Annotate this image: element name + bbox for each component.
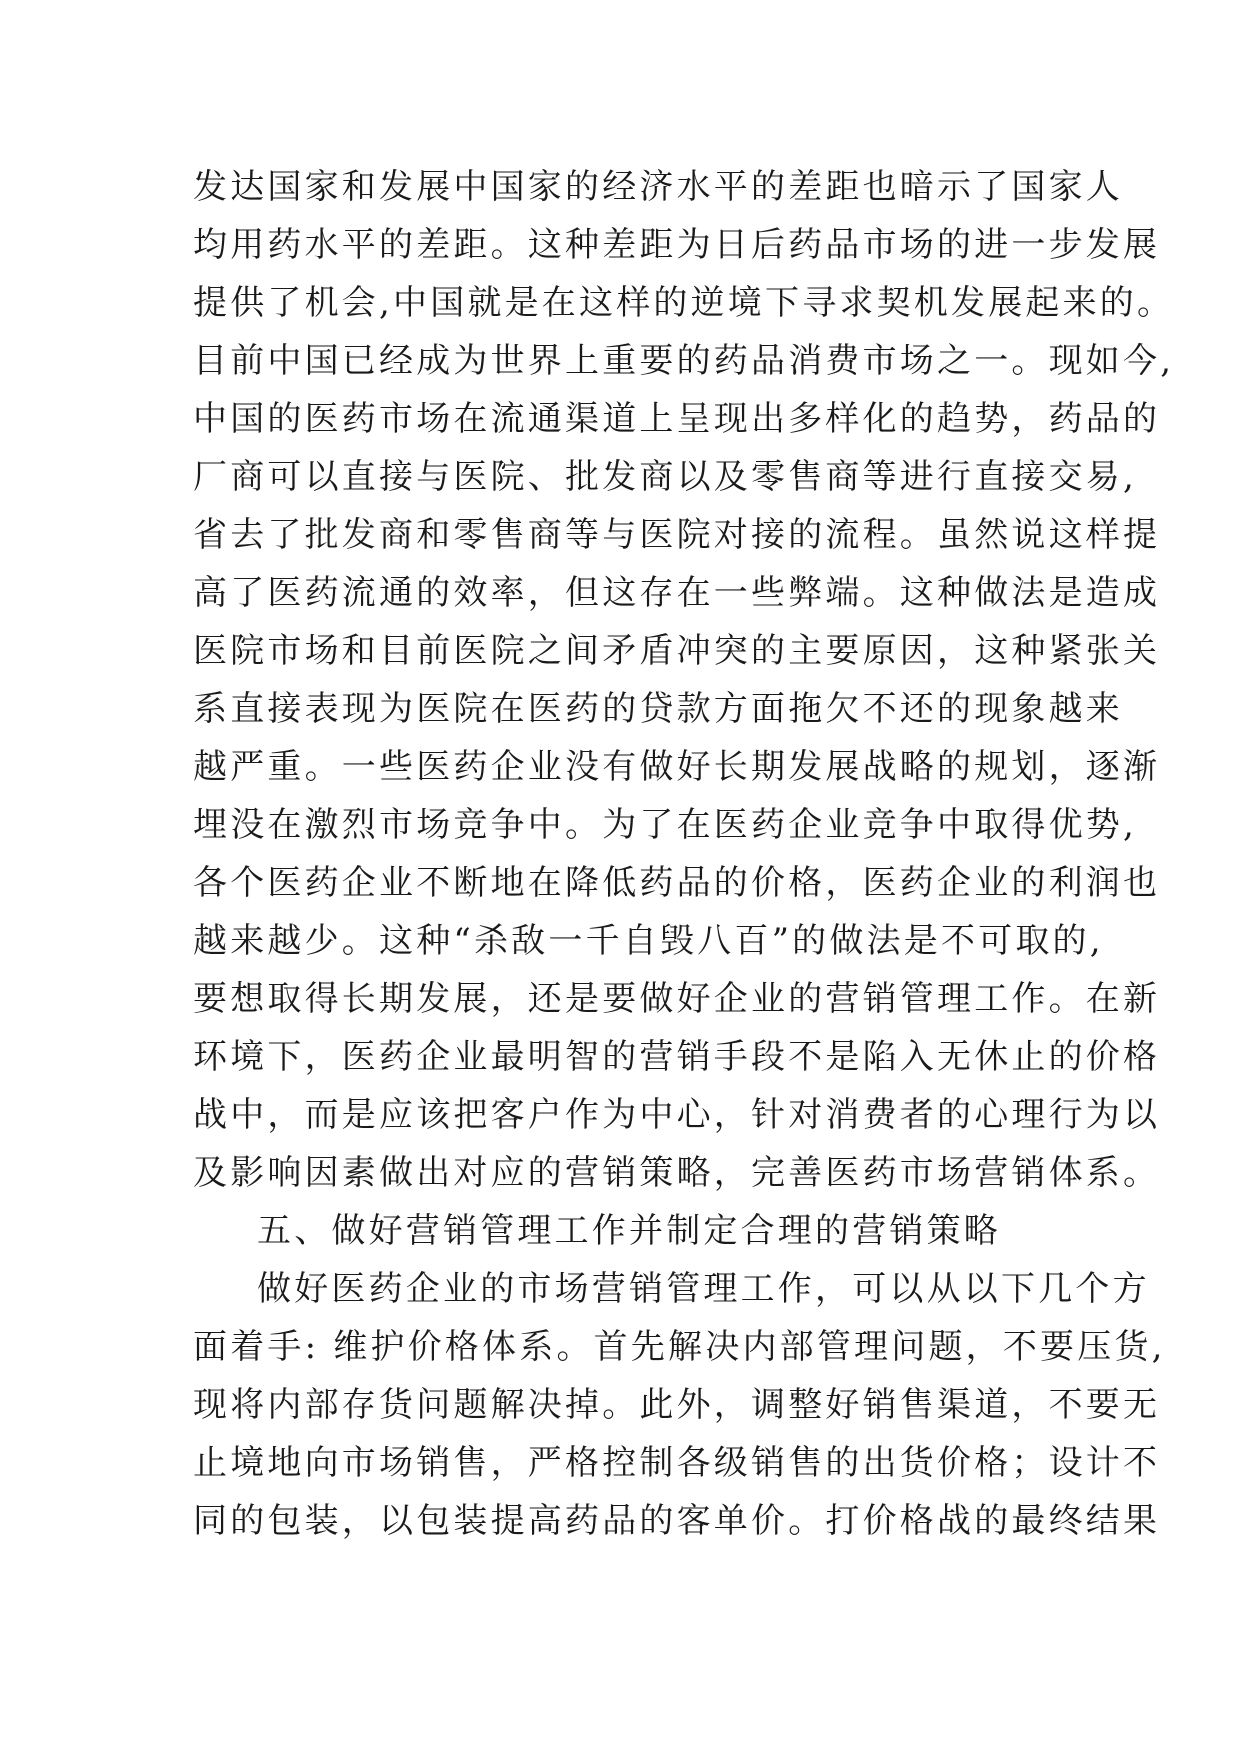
text-line: 发达国家和发展中国家的经济水平的差距也暗示了国家人 — [193, 167, 1123, 207]
text-line: 各个医药企业不断地在降低药品的价格，医药企业的利润也 — [193, 863, 1161, 903]
section-heading: 五、做好营销管理工作并制定合理的营销策略 — [257, 1211, 1001, 1251]
text-line: 省去了批发商和零售商等与医院对接的流程。虽然说这样提 — [193, 515, 1161, 555]
text-line: 现将内部存货问题解决掉。此外，调整好销售渠道，不要无 — [193, 1385, 1161, 1425]
text-line: 提供了机会,中国就是在这样的逆境下寻求契机发展起来的。 — [193, 283, 1175, 323]
text-line: 战中，而是应该把客户作为中心，针对消费者的心理行为以 — [193, 1095, 1161, 1135]
text-line: 系直接表现为医院在医药的贷款方面拖欠不还的现象越来 — [193, 689, 1123, 729]
text-line: 中国的医药市场在流通渠道上呈现出多样化的趋势，药品的 — [193, 399, 1161, 439]
text-line: 医院市场和目前医院之间矛盾冲突的主要原因，这种紧张关 — [193, 631, 1161, 671]
text-line: 面着手: 维护价格体系。首先解决内部管理问题，不要压货, — [193, 1327, 1166, 1367]
text-line: 环境下，医药企业最明智的营销手段不是陷入无休止的价格 — [193, 1037, 1161, 1077]
text-line: 埋没在激烈市场竞争中。为了在医药企业竞争中取得优势, — [193, 805, 1138, 845]
text-line: 做好医药企业的市场营销管理工作，可以从以下几个方 — [257, 1269, 1150, 1309]
text-line: 目前中国已经成为世界上重要的药品消费市场之一。现如今, — [193, 341, 1175, 381]
text-line: 高了医药流通的效率，但这存在一些弊端。这种做法是造成 — [193, 573, 1161, 613]
text-line: 均用药水平的差距。这种差距为日后药品市场的进一步发展 — [193, 225, 1161, 265]
text-line: 越严重。一些医药企业没有做好长期发展战略的规划，逐渐 — [193, 747, 1161, 787]
text-line: 要想取得长期发展，还是要做好企业的营销管理工作。在新 — [193, 979, 1161, 1019]
text-line: 越来越少。这种“杀敌一千自毁八百”的做法是不可取的, — [193, 921, 1104, 961]
text-line: 及影响因素做出对应的营销策略，完善医药市场营销体系。 — [193, 1153, 1161, 1193]
text-line: 同的包装，以包装提高药品的客单价。打价格战的最终结果 — [193, 1501, 1161, 1541]
body-text — [193, 158, 1175, 1550]
text-line: 止境地向市场销售，严格控制各级销售的出货价格；设计不 — [193, 1443, 1161, 1483]
text-line: 厂商可以直接与医院、批发商以及零售商等进行直接交易, — [193, 457, 1138, 497]
